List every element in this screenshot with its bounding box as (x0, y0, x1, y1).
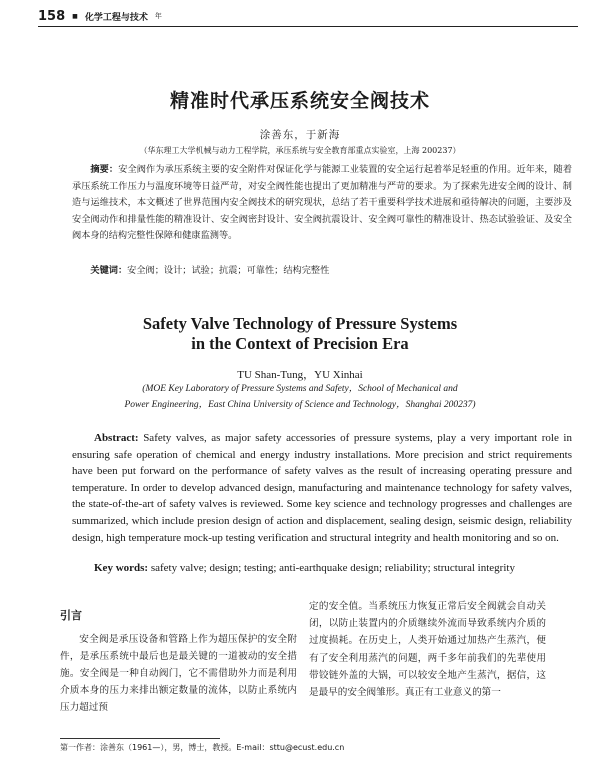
page-number: 158 (38, 8, 66, 24)
chinese-affiliation: （华东理工大学机械与动力工程学院，承压系统与安全教育部重点实验室，上海 200237） (139, 146, 461, 155)
english-authors: TU Shan-Tung，YU Xinhai (237, 369, 363, 381)
english-affiliation-line-2: Power Engineering，East China University of Science and Technology，Shanghai 200237) (124, 400, 476, 410)
journal-issue: 年 (154, 12, 162, 20)
journal-name: 化学工程与技术 (84, 12, 148, 23)
chinese-keywords-text: 安全阀；设计；试验；抗震；可靠性；结构完整性 (127, 265, 330, 276)
chinese-abstract-label: 摘要： (90, 164, 119, 175)
english-keywords (72, 560, 572, 576)
english-abstract-text: Safety valves, as major safety accessories of pressure systems, play a very important role in ensuring safe operation of chemical and energy industry installations. More precision and strict requirements have been put forward on the performance of safety valves as the result of increasing operating pressure and temperature. In order to develop advanced design, manufacturing and maintenance technology for safety valves, the state-of-the-art of safety valves is reviewed. Some key science and technology progresses and challenges are summarized, which include presion design of action and displacement, sealing design, seismic design, reliability design, high temperature mock-up testing verification and structural integrity and health monitoring and so on. (72, 432, 572, 544)
chinese-keywords (72, 263, 572, 279)
english-keywords-text: safety valve; design; testing; anti-earthquake design; reliability; structural integrity (150, 562, 515, 574)
english-title (0, 314, 600, 354)
running-header (38, 6, 578, 27)
chinese-authors: 涂善东，于新海 (259, 129, 341, 141)
body-left-column: 安全阀是承压设备和管路上作为超压保护的安全附件，是承压系统中最后也是最关键的一道被动的安全措施。安全阀是一种自动阀门，它不需借助外力而是利用介质本身的压力来排出额定数量的流体，以防止系统内压力超过预 (60, 634, 297, 713)
english-affiliation-line-1: (MOE Key Laboratory of Pressure Systems and Safety，School of Mechanical and (142, 384, 458, 394)
english-abstract-label: Abstract: (94, 432, 139, 444)
author-footnote: 第一作者：涂善东（1961—），男，博士，教授。E-mail：sttu@ecust.edu.cn (60, 743, 345, 752)
english-abstract (72, 430, 572, 546)
english-affiliation (50, 381, 550, 413)
english-keywords-label: Key words: (94, 562, 149, 574)
chinese-keywords-label: 关键词： (90, 265, 128, 276)
section-heading-introduction: 引言 (60, 609, 82, 622)
chinese-title: 精准时代承压系统安全阀技术 (169, 90, 430, 112)
chinese-abstract (72, 162, 572, 245)
body-right-column: 定的安全值。当系统压力恢复正常后安全阀就会自动关闭，以防止装置内的介质继续外流而导致系统内介质的过度损耗。在历史上，人类开始通过加热产生蒸汽，便有了安全利用蒸汽的问题，两千多年前我们的先辈使用带铰链外盖的大锅，可以较安全地产生蒸汽，据信，这是最早的安全阀雏形。真正有工业意义的第一 (309, 601, 546, 699)
english-title-line-1: Safety Valve Technology of Pressure Systems (142, 314, 458, 333)
english-title-line-2: in the Context of Precision Era (191, 334, 409, 353)
header-separator-mark: ■ (72, 12, 78, 20)
footnote-rule (60, 738, 220, 739)
chinese-abstract-text: 安全阀作为承压系统主要的安全附件对保证化学与能源工业装置的安全运行起着举足轻重的作用。近年来，随着承压系统工作压力与温度环境等日益严苛，对安全阀性能也提出了更加精准与严苛的要求。为了探索先进安全阀的设计、制造与运维技术，本文概述了世界范围内安全阀技术的研究现状，总结了若干重要科学技术进展和亟待解决的问题，主要涉及安全阀动作和排量性能的精准设计、安全阀密封设计、安全阀抗震设计、安全阀可靠性的精准设计、热态试验验证、及安全阀本身的结构完整性保障和健康监测等。 (72, 164, 573, 242)
